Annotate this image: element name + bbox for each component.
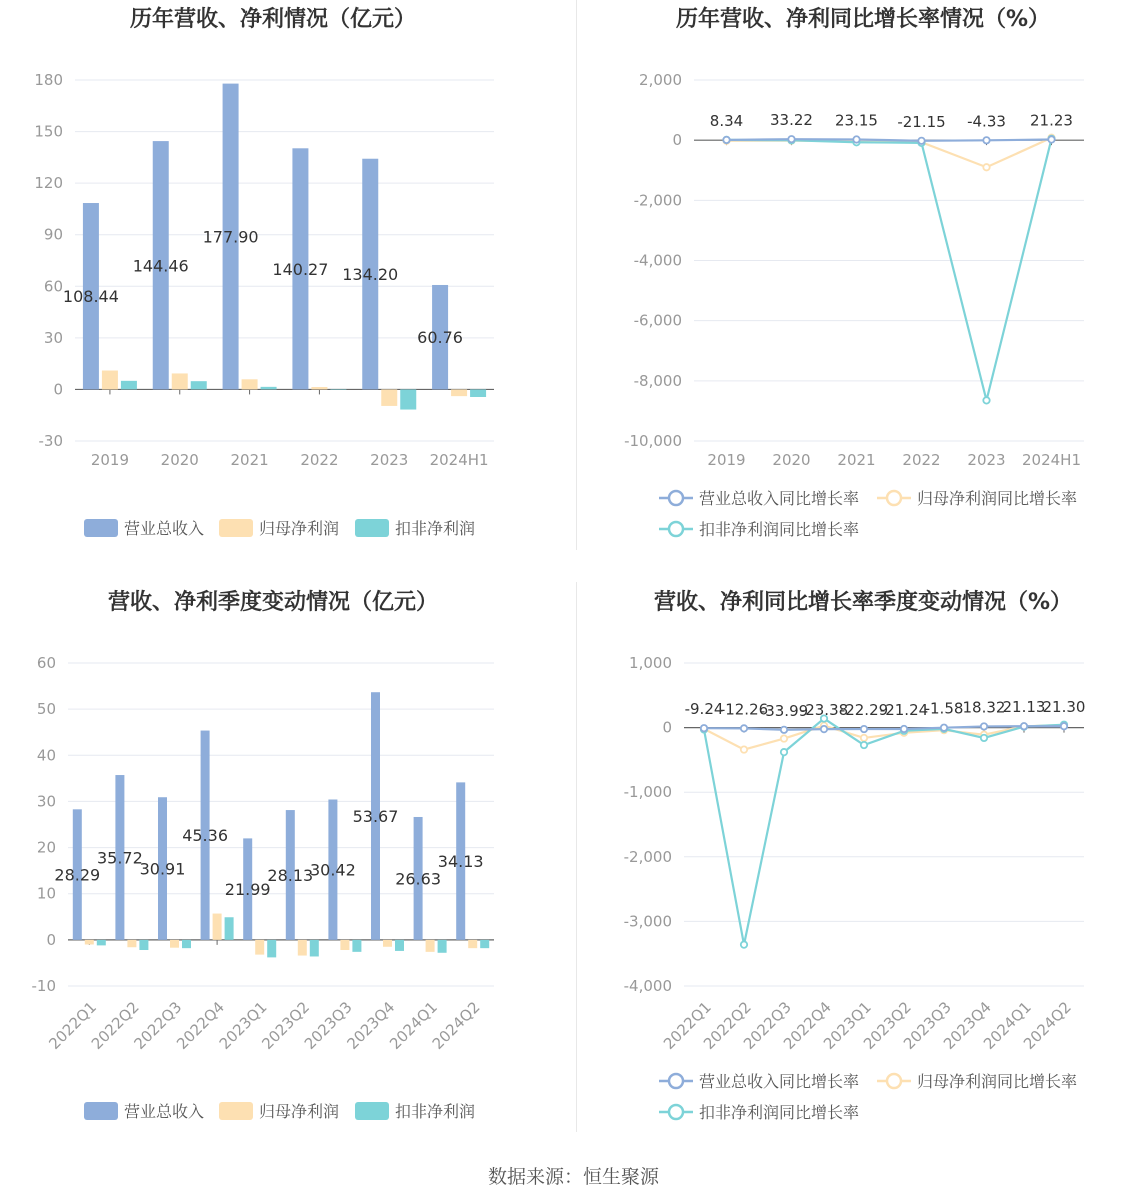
bar — [191, 381, 207, 389]
bar — [438, 940, 447, 953]
bar — [468, 940, 477, 948]
bar-data-label: 28.13 — [267, 865, 314, 885]
x-tick-label: 2023Q4 — [343, 998, 399, 1053]
annual-revenue-profit-chart — [0, 0, 576, 560]
y-tick-label: 0 — [662, 718, 672, 737]
bar-data-label: 53.67 — [352, 807, 399, 827]
line-point — [788, 136, 794, 142]
legend-label: 扣非净利润同比增长率 — [699, 1103, 860, 1122]
x-tick-label: 2023 — [370, 451, 409, 469]
line-point — [981, 735, 987, 741]
x-tick-label: 2023Q3 — [900, 998, 955, 1053]
line-data-label: -21.24 — [879, 700, 929, 719]
legend-label: 归母净利润同比增长率 — [917, 1072, 1078, 1091]
line-point — [1061, 723, 1067, 729]
bar — [383, 940, 392, 947]
bar — [97, 940, 106, 946]
x-tick-label: 2023Q1 — [820, 998, 875, 1053]
bar — [311, 387, 327, 389]
y-tick-label: 0 — [46, 930, 56, 949]
y-tick-label: 150 — [34, 122, 63, 141]
quarterly-growth-rate-chart — [577, 580, 1147, 1140]
x-tick-label: 2022Q2 — [87, 998, 143, 1053]
x-tick-label: 2022Q1 — [660, 998, 715, 1053]
x-tick-label: 2020 — [160, 451, 199, 469]
x-tick-label: 2022 — [902, 451, 941, 469]
legend-swatch — [355, 1102, 389, 1120]
y-tick-label: -6,000 — [633, 311, 682, 330]
legend-swatch — [887, 1074, 901, 1088]
line-point — [781, 749, 787, 755]
bar-data-label: 140.27 — [272, 259, 329, 279]
legend-swatch — [669, 522, 683, 536]
x-tick-label: 2021 — [837, 451, 876, 469]
chart-title: 营收、净利同比增长率季度变动情况（%） — [653, 590, 1073, 615]
y-tick-label: -2,000 — [633, 191, 682, 210]
legend-label: 归母净利润 — [259, 1102, 340, 1121]
x-tick-label: 2020 — [772, 451, 811, 469]
y-tick-label: 0 — [672, 131, 682, 150]
y-tick-label: -4,000 — [623, 977, 672, 995]
bar — [182, 940, 191, 948]
chart-panel-annual-amounts — [0, 0, 576, 560]
legend-label: 扣非净利润 — [395, 519, 476, 538]
bar — [400, 389, 416, 409]
x-tick-label: 2023Q4 — [940, 998, 995, 1053]
line-point — [983, 137, 989, 143]
bar — [255, 940, 264, 955]
line-data-label: 21.30 — [1042, 698, 1086, 717]
bar — [225, 917, 234, 940]
bar — [340, 940, 349, 950]
line-data-label: 23.15 — [835, 111, 878, 130]
bar — [242, 379, 258, 389]
y-tick-label: -10,000 — [624, 432, 682, 450]
bar-data-label: 177.90 — [202, 227, 259, 247]
y-tick-label: 30 — [43, 328, 63, 347]
line-data-label: 8.34 — [709, 111, 744, 130]
quarterly-revenue-profit-chart — [0, 580, 576, 1140]
line-data-label: -12.26 — [719, 700, 769, 719]
x-tick-label: 2024H1 — [429, 451, 489, 469]
y-tick-label: 40 — [36, 746, 56, 765]
series-line — [704, 719, 1064, 945]
bar — [213, 914, 222, 940]
legend-label: 营业总收入同比增长率 — [699, 489, 860, 508]
bar-data-label: 30.42 — [309, 860, 356, 880]
line-point — [861, 735, 867, 741]
line-point — [781, 727, 787, 733]
data-source-note: 数据来源：恒生聚源 — [487, 1166, 659, 1188]
chart-title: 历年营收、净利同比增长率情况（%） — [675, 7, 1051, 32]
bar-data-label: 134.20 — [342, 265, 399, 285]
bar-data-label: 26.63 — [395, 869, 442, 889]
y-tick-label: -10 — [31, 977, 56, 995]
x-tick-label: 2022Q3 — [740, 998, 795, 1053]
bar — [261, 387, 277, 390]
line-point — [861, 726, 867, 732]
bar — [426, 940, 435, 952]
line-point — [701, 725, 707, 731]
line-point — [741, 725, 747, 731]
x-tick-label: 2024H1 — [1022, 451, 1081, 469]
line-data-label: -33.99 — [759, 701, 809, 720]
chart-panel-annual-growth — [577, 0, 1147, 560]
legend-swatch — [219, 519, 253, 537]
line-point — [1021, 723, 1027, 729]
bar — [480, 940, 489, 948]
annual-growth-rate-chart — [577, 0, 1147, 560]
line-point — [981, 723, 987, 729]
legend-label: 营业总收入 — [124, 519, 205, 538]
bar-data-label: 45.36 — [182, 826, 229, 846]
bar — [170, 940, 179, 948]
legend-swatch — [84, 1102, 118, 1120]
bar-data-label: 21.99 — [224, 880, 271, 900]
y-tick-label: 90 — [43, 225, 63, 244]
x-tick-label: 2023Q2 — [860, 998, 915, 1053]
bar — [267, 940, 276, 958]
legend-label: 营业总收入 — [124, 1102, 205, 1121]
bar — [310, 940, 319, 957]
y-tick-label: 180 — [34, 71, 63, 89]
x-tick-label: 2023Q2 — [258, 998, 314, 1053]
x-tick-label: 2023 — [967, 451, 1006, 469]
y-tick-label: -30 — [38, 432, 63, 450]
x-tick-label: 2024Q1 — [386, 998, 441, 1053]
line-point — [901, 726, 907, 732]
line-point — [821, 726, 827, 732]
line-data-label: -1.58 — [924, 699, 964, 718]
bar — [85, 940, 94, 945]
legend-label: 归母净利润同比增长率 — [917, 489, 1078, 508]
bar — [330, 389, 346, 390]
line-data-label: 33.22 — [770, 111, 813, 130]
x-tick-label: 2022 — [300, 451, 339, 469]
x-tick-label: 2022Q4 — [173, 998, 228, 1053]
line-point — [781, 735, 787, 741]
x-tick-label: 2024Q2 — [1020, 998, 1075, 1053]
line-point — [861, 742, 867, 748]
y-tick-label: 30 — [36, 792, 56, 811]
legend-swatch — [84, 519, 118, 537]
y-tick-label: 1,000 — [629, 654, 672, 672]
chart-title: 营收、净利季度变动情况（亿元） — [107, 590, 439, 615]
legend-label: 营业总收入同比增长率 — [699, 1072, 860, 1091]
line-data-label: 21.13 — [1002, 698, 1046, 717]
bar — [102, 371, 118, 390]
bar — [172, 373, 188, 389]
chart-title: 历年营收、净利情况（亿元） — [129, 7, 417, 32]
legend-swatch — [355, 519, 389, 537]
line-point — [741, 941, 747, 947]
line-data-label: 21.23 — [1030, 111, 1073, 130]
line-point — [983, 164, 989, 170]
x-tick-label: 2022Q1 — [45, 998, 101, 1053]
line-point — [918, 138, 924, 144]
line-data-label: -9.24 — [684, 700, 724, 719]
bar — [451, 389, 467, 396]
chart-panel-quarterly-growth — [577, 580, 1147, 1140]
x-tick-label: 2024Q1 — [980, 998, 1035, 1053]
y-tick-label: -8,000 — [633, 371, 682, 390]
legend-label: 扣非净利润 — [395, 1102, 476, 1121]
y-tick-label: -2,000 — [623, 847, 672, 866]
y-tick-label: 20 — [36, 838, 56, 857]
bar-data-label: 144.46 — [132, 256, 189, 276]
y-tick-label: -3,000 — [623, 912, 672, 931]
legend-swatch — [669, 491, 683, 505]
x-tick-label: 2019 — [707, 451, 746, 469]
y-tick-label: 120 — [34, 174, 63, 193]
x-tick-label: 2024Q2 — [428, 998, 484, 1053]
bar-data-label: 30.91 — [139, 859, 186, 879]
line-data-label: -23.38 — [799, 701, 849, 720]
line-data-label: 18.32 — [962, 698, 1006, 717]
legend-label: 归母净利润 — [259, 519, 340, 538]
legend-swatch — [669, 1105, 683, 1119]
x-tick-label: 2023Q3 — [300, 998, 356, 1053]
x-tick-label: 2022Q4 — [780, 998, 835, 1053]
legend-swatch — [887, 491, 901, 505]
series-line — [727, 139, 1052, 401]
chart-panel-quarterly-amounts — [0, 580, 576, 1140]
y-tick-label: -4,000 — [633, 251, 682, 270]
x-tick-label: 2023Q1 — [215, 998, 271, 1053]
line-data-label: -21.15 — [897, 112, 946, 131]
x-tick-label: 2022Q2 — [700, 998, 755, 1053]
bar — [121, 381, 137, 390]
line-point — [941, 725, 947, 731]
x-tick-label: 2019 — [90, 451, 130, 469]
bar — [127, 940, 136, 947]
bar-data-label: 108.44 — [62, 287, 119, 307]
y-tick-label: 2,000 — [639, 71, 682, 89]
legend-label: 扣非净利润同比增长率 — [699, 520, 860, 539]
line-point — [983, 397, 989, 403]
bar-data-label: 34.13 — [437, 852, 484, 872]
bar-data-label: 35.72 — [96, 848, 143, 868]
bar — [139, 940, 148, 950]
y-tick-label: 10 — [36, 884, 56, 903]
line-data-label: -22.29 — [839, 701, 889, 720]
line-point — [741, 746, 747, 752]
y-tick-label: 60 — [36, 654, 56, 672]
bar — [352, 940, 361, 952]
x-tick-label: 2021 — [230, 451, 269, 469]
bar-data-label: 60.76 — [417, 328, 463, 348]
legend-swatch — [669, 1074, 683, 1088]
legend-swatch — [219, 1102, 253, 1120]
x-tick-label: 2022Q3 — [130, 998, 186, 1053]
line-data-label: -4.33 — [967, 112, 1006, 131]
bar — [381, 389, 397, 406]
line-point — [723, 137, 729, 143]
y-tick-label: 0 — [53, 380, 63, 399]
bar — [395, 940, 404, 951]
bar-data-label: 28.29 — [54, 865, 101, 885]
y-tick-label: 50 — [36, 700, 56, 719]
bar — [298, 940, 307, 956]
line-point — [853, 136, 859, 142]
line-point — [1048, 136, 1054, 142]
y-tick-label: -1,000 — [623, 783, 672, 802]
y-tick-label: 60 — [43, 277, 63, 296]
bar — [470, 389, 486, 397]
